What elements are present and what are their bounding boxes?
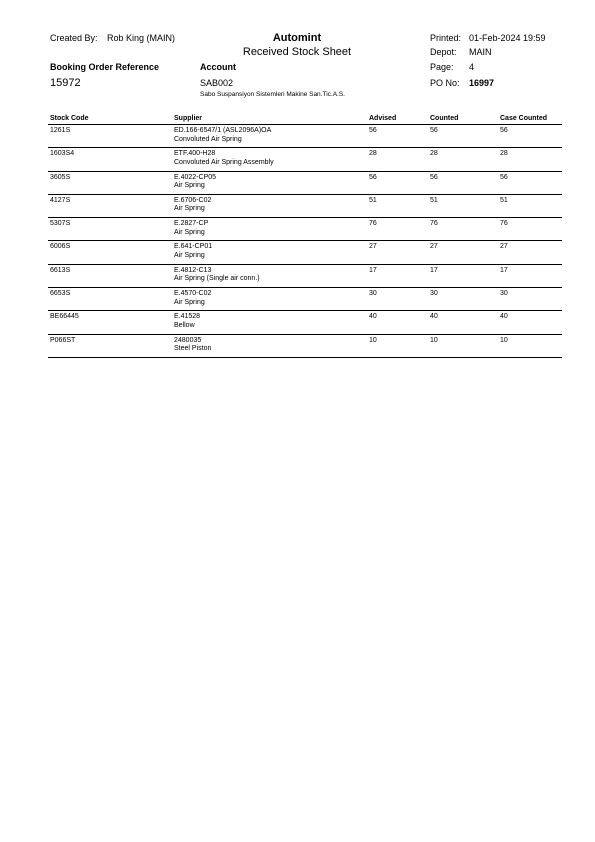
case-counted-qty: 30 [500, 290, 508, 298]
supplier-code: E.4022-CP05 [174, 173, 217, 181]
supplier-code: 2480035 [174, 336, 202, 344]
booking-ref-label: Booking Order Reference [50, 62, 160, 72]
table-row [48, 218, 562, 241]
table-row [48, 125, 562, 148]
counted-qty: 56 [430, 173, 438, 181]
stock-code: 1261S [50, 127, 71, 134]
stock-code: 5307S [50, 220, 71, 228]
item-description: Air Spring [174, 205, 205, 213]
printed-label: Printed: [430, 33, 462, 43]
counted-qty: 17 [430, 266, 438, 274]
counted-qty: 51 [430, 196, 438, 204]
item-description: Convoluted Air Spring [174, 135, 242, 143]
counted-qty: 28 [430, 150, 438, 158]
counted-qty: 76 [430, 220, 438, 228]
supplier-code: ETF.400-H28 [174, 150, 216, 158]
item-description: Bellow [174, 321, 195, 329]
table-row [48, 311, 562, 334]
supplier-code: E.2827-CP [174, 220, 209, 228]
company-title: Automint [272, 32, 322, 44]
document-title: Received Stock Sheet [242, 46, 352, 58]
supplier-code: E.4812-C13 [174, 266, 212, 274]
item-description: Air Spring [174, 182, 205, 190]
stock-code: 6006S [50, 243, 71, 251]
account-code: SAB002 [200, 78, 234, 88]
page-number: 4 [469, 62, 475, 72]
created-by-label: Created By: [50, 33, 98, 43]
case-counted-qty: 51 [500, 196, 508, 204]
advised-qty: 40 [369, 313, 377, 321]
item-description: Air Spring [174, 228, 205, 236]
advised-qty: 17 [369, 266, 377, 274]
supplier-code: E.4570-C02 [174, 290, 212, 298]
table-row [48, 335, 562, 358]
page-label: Page: [430, 62, 454, 72]
stock-table [48, 114, 562, 358]
table-row [48, 195, 562, 218]
col-header-supplier: Supplier [174, 115, 203, 122]
case-counted-qty: 27 [500, 243, 508, 251]
supplier-code: ED.166-6547/1 (ASL2096A)OA [174, 127, 272, 134]
account-label: Account [200, 62, 236, 72]
counted-qty: 56 [430, 127, 438, 134]
counted-qty: 27 [430, 243, 438, 251]
supplier-code: E.41528 [174, 313, 201, 321]
advised-qty: 76 [369, 220, 377, 228]
case-counted-qty: 28 [500, 150, 508, 158]
col-header-case-counted: Case Counted [500, 115, 548, 122]
case-counted-qty: 76 [500, 220, 508, 228]
stock-code: 6613S [50, 266, 71, 274]
case-counted-qty: 17 [500, 266, 508, 274]
created-by-value: Rob King (MAIN) [107, 33, 176, 43]
stock-code: 3605S [50, 173, 71, 181]
table-header [48, 114, 562, 125]
po-label: PO No: [430, 78, 460, 88]
stock-code: BE66445 [50, 313, 79, 321]
supplier-code: E.641-CP01 [174, 243, 213, 251]
stock-code: 6653S [50, 290, 71, 298]
table-row [48, 288, 562, 311]
booking-ref-value: 15972 [50, 77, 81, 89]
item-description: Air Spring [174, 298, 205, 306]
item-description: Air Spring (Single air conn.) [174, 275, 260, 283]
item-description: Convoluted Air Spring Assembly [174, 158, 274, 166]
advised-qty: 30 [369, 290, 377, 298]
item-description: Air Spring [174, 251, 205, 259]
table-row [48, 241, 562, 264]
supplier-code: E.6706-C02 [174, 196, 212, 204]
advised-qty: 10 [369, 336, 377, 344]
stock-code: P066ST [50, 336, 76, 344]
counted-qty: 30 [430, 290, 438, 298]
depot-value: MAIN [469, 47, 492, 57]
advised-qty: 51 [369, 196, 377, 204]
account-name: Sabo Suspansiyon Sistemleri Makine San.Tic.A.S. [200, 91, 345, 98]
advised-qty: 28 [369, 150, 377, 158]
table-row [48, 265, 562, 288]
col-header-stock-code: Stock Code [50, 115, 89, 122]
advised-qty: 56 [369, 127, 377, 134]
case-counted-qty: 40 [500, 313, 508, 321]
case-counted-qty: 56 [500, 127, 508, 134]
advised-qty: 56 [369, 173, 377, 181]
counted-qty: 40 [430, 313, 438, 321]
table-row [48, 172, 562, 195]
col-header-counted: Counted [430, 115, 459, 122]
po-number: 16997 [469, 78, 495, 88]
depot-label: Depot: [430, 47, 457, 57]
col-header-advised: Advised [369, 115, 397, 122]
stock-code: 1603S4 [50, 150, 75, 158]
printed-value: 01-Feb-2024 19:59 [469, 33, 546, 43]
table-row [48, 148, 562, 171]
advised-qty: 27 [369, 243, 377, 251]
item-description: Steel Piston [174, 345, 212, 353]
stock-code: 4127S [50, 196, 71, 204]
counted-qty: 10 [430, 336, 438, 344]
case-counted-qty: 10 [500, 336, 508, 344]
case-counted-qty: 56 [500, 173, 508, 181]
